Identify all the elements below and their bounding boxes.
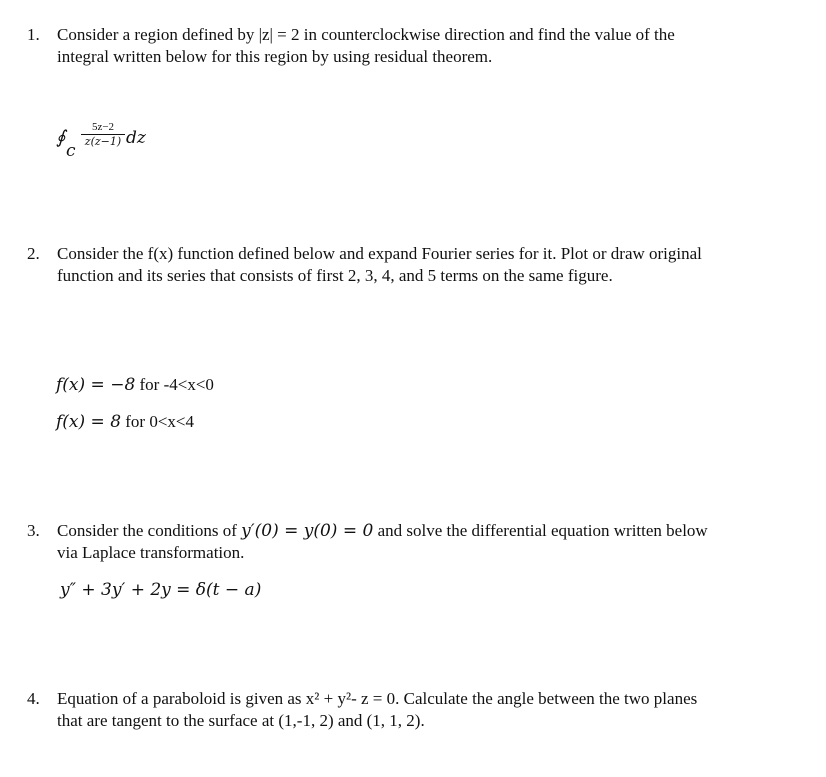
question-2-line-2: function and its series that consists of first 2, 3, 4, and 5 terms on the same figure. [57, 266, 613, 285]
function-condition-2: for 0<x<4 [121, 412, 195, 431]
initial-conditions: y′(0) = y(0) = 0 [241, 521, 374, 541]
question-2-number: 2. [27, 244, 40, 263]
question-3-text-b: and solve the differential equation written below [373, 521, 708, 540]
question-3-line-2: via Laplace transformation. [57, 543, 245, 562]
question-2-line-1: Consider the f(x) function defined below and expand Fourier series for it. Plot or draw original [57, 244, 702, 263]
function-condition-1: for -4<x<0 [135, 375, 214, 394]
contour-integral-symbol: ∮ [56, 127, 66, 148]
question-4-number: 4. [27, 689, 40, 708]
question-3-number: 3. [27, 521, 40, 540]
question-4-line-1: Equation of a paraboloid is given as x² + y²- z = 0. Calculate the angle between the two planes [57, 689, 698, 708]
question-1-line-1: Consider a region defined by |z| = 2 in counterclockwise direction and find the value of the [57, 25, 675, 44]
differential-equation: y″ + 3y′ + 2y = δ(t − a) [60, 580, 262, 600]
function-expression-1: f(x) = −8 [56, 375, 136, 395]
question-3-line-1 [57, 520, 797, 542]
question-1-number: 1. [27, 25, 40, 44]
piecewise-function-part-2 [56, 411, 194, 433]
integrand-fraction [81, 121, 125, 148]
question-3-text-a: Consider the conditions of [57, 521, 242, 540]
fraction-denominator: z(z−1) [84, 135, 122, 148]
question-4-line-2: that are tangent to the surface at (1,-1, 2) and (1, 1, 2). [57, 711, 425, 730]
piecewise-function-part-1 [56, 374, 214, 396]
integral-differential: dz [126, 128, 146, 148]
fraction-numerator: 5z−2 [91, 121, 115, 133]
integral-contour-label: c [66, 141, 76, 161]
function-expression-2: f(x) = 8 [56, 412, 122, 432]
question-1-line-2: integral written below for this region by using residual theorem. [57, 47, 493, 66]
